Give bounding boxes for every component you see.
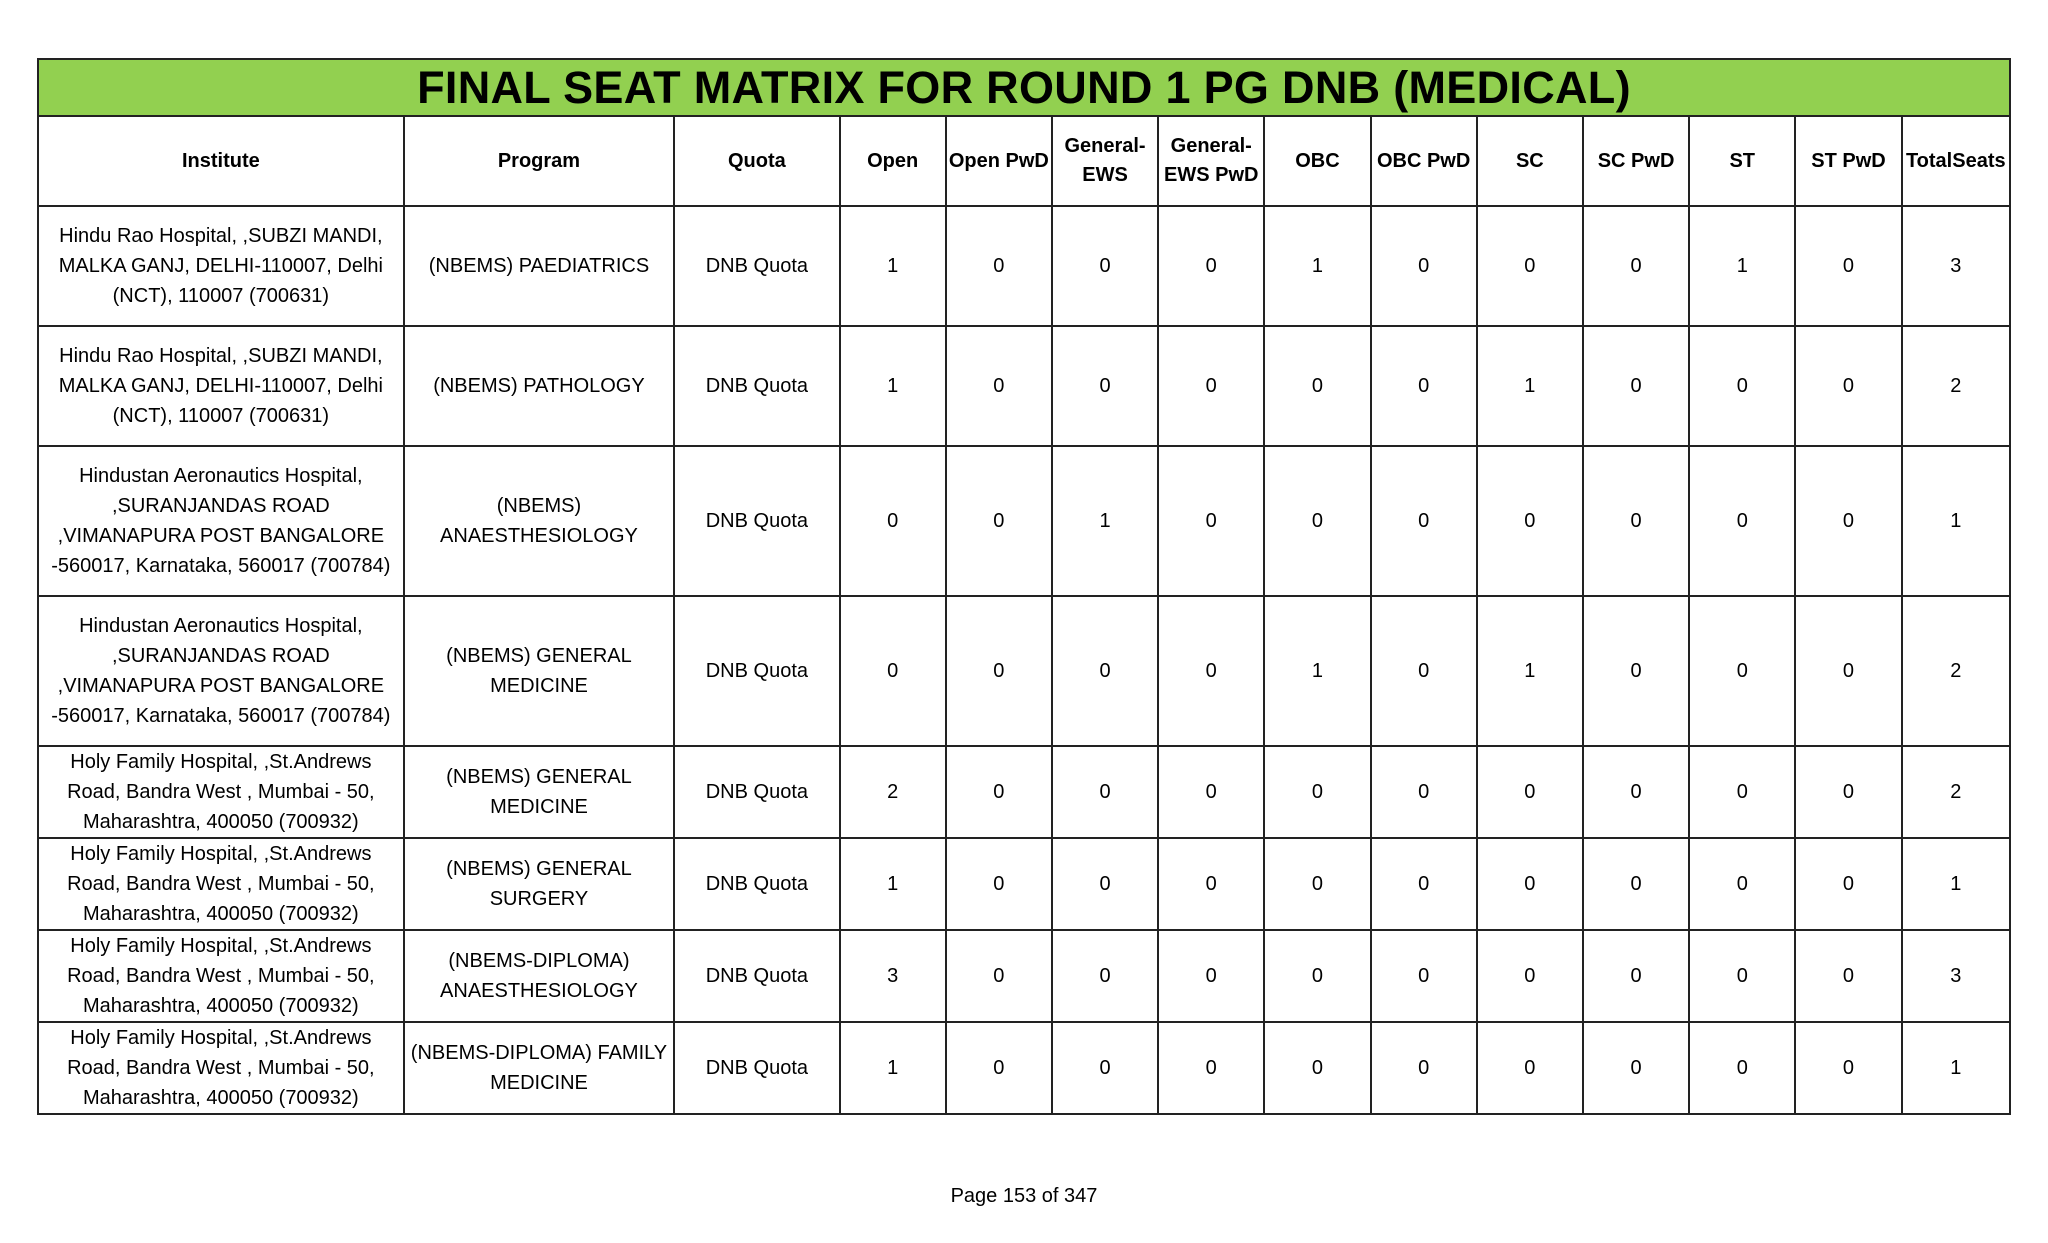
cell-quota: DNB Quota (674, 596, 839, 746)
cell-institute: Hindustan Aeronautics Hospital, ,SURANJANDAS ROAD ,VIMANAPURA POST BANGALORE -560017, Karnataka, 560017 (700784) (38, 596, 404, 746)
cell-program: (NBEMS) GENERAL MEDICINE (404, 596, 675, 746)
cell-program: (NBEMS) PATHOLOGY (404, 326, 675, 446)
cell-st: 0 (1689, 596, 1795, 746)
cell-obc-pwd: 0 (1371, 838, 1477, 930)
cell-institute: Holy Family Hospital, ,St.Andrews Road, Bandra West , Mumbai - 50, Maharashtra, 400050 (700932) (38, 930, 404, 1022)
cell-sc-pwd: 0 (1583, 326, 1689, 446)
column-header-institute: Institute (38, 116, 404, 206)
cell-total: 3 (1902, 206, 2010, 326)
cell-obc-pwd: 0 (1371, 206, 1477, 326)
cell-st: 0 (1689, 1022, 1795, 1114)
cell-quota: DNB Quota (674, 446, 839, 596)
cell-st-pwd: 0 (1795, 838, 1901, 930)
cell-program: (NBEMS-DIPLOMA) FAMILY MEDICINE (404, 1022, 675, 1114)
cell-gen-ews: 0 (1052, 746, 1158, 838)
cell-open: 1 (840, 838, 946, 930)
cell-st: 0 (1689, 326, 1795, 446)
column-header-quota: Quota (674, 116, 839, 206)
cell-obc-pwd: 0 (1371, 746, 1477, 838)
cell-sc-pwd: 0 (1583, 596, 1689, 746)
cell-open-pwd: 0 (946, 446, 1052, 596)
cell-open-pwd: 0 (946, 1022, 1052, 1114)
cell-gen-ews-pwd: 0 (1158, 446, 1264, 596)
column-header-program: Program (404, 116, 675, 206)
cell-total: 3 (1902, 930, 2010, 1022)
cell-obc: 0 (1264, 446, 1370, 596)
table-row (38, 746, 2010, 838)
cell-open: 0 (840, 446, 946, 596)
column-header-open: Open (840, 116, 946, 206)
table-row (38, 326, 2010, 446)
seat-matrix-table (37, 58, 2011, 1115)
cell-institute: Hindu Rao Hospital, ,SUBZI MANDI, MALKA GANJ, DELHI-110007, Delhi (NCT), 110007 (700631) (38, 326, 404, 446)
cell-gen-ews-pwd: 0 (1158, 326, 1264, 446)
cell-st-pwd: 0 (1795, 930, 1901, 1022)
cell-sc: 0 (1477, 838, 1583, 930)
cell-open-pwd: 0 (946, 930, 1052, 1022)
cell-obc-pwd: 0 (1371, 930, 1477, 1022)
cell-sc-pwd: 0 (1583, 746, 1689, 838)
cell-open-pwd: 0 (946, 326, 1052, 446)
cell-total: 2 (1902, 596, 2010, 746)
column-header-open-pwd: Open PwD (946, 116, 1052, 206)
cell-quota: DNB Quota (674, 206, 839, 326)
column-header-general-ews: General-EWS (1052, 116, 1158, 206)
cell-program: (NBEMS) GENERAL MEDICINE (404, 746, 675, 838)
cell-gen-ews-pwd: 0 (1158, 206, 1264, 326)
cell-program: (NBEMS) GENERAL SURGERY (404, 838, 675, 930)
column-header-st: ST (1689, 116, 1795, 206)
cell-sc-pwd: 0 (1583, 206, 1689, 326)
cell-st-pwd: 0 (1795, 206, 1901, 326)
cell-open-pwd: 0 (946, 596, 1052, 746)
cell-total: 2 (1902, 326, 2010, 446)
cell-program: (NBEMS-DIPLOMA) ANAESTHESIOLOGY (404, 930, 675, 1022)
cell-institute: Hindustan Aeronautics Hospital, ,SURANJANDAS ROAD ,VIMANAPURA POST BANGALORE -560017, Karnataka, 560017 (700784) (38, 446, 404, 596)
cell-sc-pwd: 0 (1583, 1022, 1689, 1114)
cell-quota: DNB Quota (674, 746, 839, 838)
cell-gen-ews: 0 (1052, 930, 1158, 1022)
page-number: Page 153 of 347 (950, 1185, 1098, 1207)
table-row (38, 596, 2010, 746)
table-row (38, 206, 2010, 326)
cell-gen-ews-pwd: 0 (1158, 596, 1264, 746)
cell-gen-ews-pwd: 0 (1158, 930, 1264, 1022)
cell-quota: DNB Quota (674, 326, 839, 446)
cell-st-pwd: 0 (1795, 746, 1901, 838)
table-row (38, 446, 2010, 596)
cell-institute: Holy Family Hospital, ,St.Andrews Road, Bandra West , Mumbai - 50, Maharashtra, 400050 (700932) (38, 746, 404, 838)
column-header-total-seats: TotalSeats (1902, 116, 2010, 206)
cell-st: 0 (1689, 838, 1795, 930)
cell-obc: 0 (1264, 930, 1370, 1022)
column-header-st-pwd: ST PwD (1795, 116, 1901, 206)
cell-obc: 0 (1264, 1022, 1370, 1114)
page-title: FINAL SEAT MATRIX FOR ROUND 1 PG DNB (MEDICAL) (38, 59, 2010, 116)
cell-st-pwd: 0 (1795, 1022, 1901, 1114)
seat-matrix-sheet (37, 58, 2011, 1115)
cell-program: (NBEMS) PAEDIATRICS (404, 206, 675, 326)
cell-obc: 1 (1264, 206, 1370, 326)
table-header-row (38, 116, 2010, 206)
cell-st-pwd: 0 (1795, 596, 1901, 746)
cell-gen-ews: 0 (1052, 838, 1158, 930)
cell-open: 1 (840, 326, 946, 446)
cell-obc: 0 (1264, 746, 1370, 838)
cell-open: 1 (840, 206, 946, 326)
cell-gen-ews-pwd: 0 (1158, 838, 1264, 930)
cell-gen-ews: 0 (1052, 206, 1158, 326)
cell-total: 2 (1902, 746, 2010, 838)
cell-st-pwd: 0 (1795, 446, 1901, 596)
cell-quota: DNB Quota (674, 930, 839, 1022)
table-body (38, 206, 2010, 1114)
cell-open: 0 (840, 596, 946, 746)
cell-sc-pwd: 0 (1583, 446, 1689, 596)
cell-open-pwd: 0 (946, 206, 1052, 326)
cell-st: 0 (1689, 446, 1795, 596)
cell-total: 1 (1902, 446, 2010, 596)
cell-sc: 0 (1477, 746, 1583, 838)
cell-total: 1 (1902, 1022, 2010, 1114)
column-header-obc-pwd: OBC PwD (1371, 116, 1477, 206)
cell-open: 2 (840, 746, 946, 838)
cell-gen-ews: 0 (1052, 596, 1158, 746)
cell-obc-pwd: 0 (1371, 326, 1477, 446)
cell-program: (NBEMS) ANAESTHESIOLOGY (404, 446, 675, 596)
cell-obc: 1 (1264, 596, 1370, 746)
cell-gen-ews: 0 (1052, 1022, 1158, 1114)
cell-obc: 0 (1264, 838, 1370, 930)
cell-sc-pwd: 0 (1583, 930, 1689, 1022)
cell-quota: DNB Quota (674, 1022, 839, 1114)
cell-st: 0 (1689, 746, 1795, 838)
cell-st: 0 (1689, 930, 1795, 1022)
cell-st: 1 (1689, 206, 1795, 326)
cell-sc: 0 (1477, 930, 1583, 1022)
cell-total: 1 (1902, 838, 2010, 930)
cell-obc: 0 (1264, 326, 1370, 446)
cell-gen-ews: 1 (1052, 446, 1158, 596)
cell-sc: 0 (1477, 1022, 1583, 1114)
cell-open: 1 (840, 1022, 946, 1114)
cell-institute: Holy Family Hospital, ,St.Andrews Road, Bandra West , Mumbai - 50, Maharashtra, 400050 (700932) (38, 838, 404, 930)
table-row (38, 838, 2010, 930)
cell-sc-pwd: 0 (1583, 838, 1689, 930)
cell-sc: 1 (1477, 326, 1583, 446)
cell-st-pwd: 0 (1795, 326, 1901, 446)
column-header-general-ews-pwd: General-EWS PwD (1158, 116, 1264, 206)
cell-obc-pwd: 0 (1371, 1022, 1477, 1114)
column-header-sc-pwd: SC PwD (1583, 116, 1689, 206)
cell-open: 3 (840, 930, 946, 1022)
cell-institute: Holy Family Hospital, ,St.Andrews Road, Bandra West , Mumbai - 50, Maharashtra, 400050 (700932) (38, 1022, 404, 1114)
cell-quota: DNB Quota (674, 838, 839, 930)
cell-obc-pwd: 0 (1371, 446, 1477, 596)
cell-gen-ews: 0 (1052, 326, 1158, 446)
cell-institute: Hindu Rao Hospital, ,SUBZI MANDI, MALKA GANJ, DELHI-110007, Delhi (NCT), 110007 (700631) (38, 206, 404, 326)
cell-open-pwd: 0 (946, 838, 1052, 930)
cell-sc: 0 (1477, 206, 1583, 326)
cell-open-pwd: 0 (946, 746, 1052, 838)
column-header-sc: SC (1477, 116, 1583, 206)
cell-obc-pwd: 0 (1371, 596, 1477, 746)
table-row (38, 930, 2010, 1022)
cell-sc: 1 (1477, 596, 1583, 746)
table-row (38, 1022, 2010, 1114)
cell-gen-ews-pwd: 0 (1158, 746, 1264, 838)
cell-sc: 0 (1477, 446, 1583, 596)
cell-gen-ews-pwd: 0 (1158, 1022, 1264, 1114)
column-header-obc: OBC (1264, 116, 1370, 206)
